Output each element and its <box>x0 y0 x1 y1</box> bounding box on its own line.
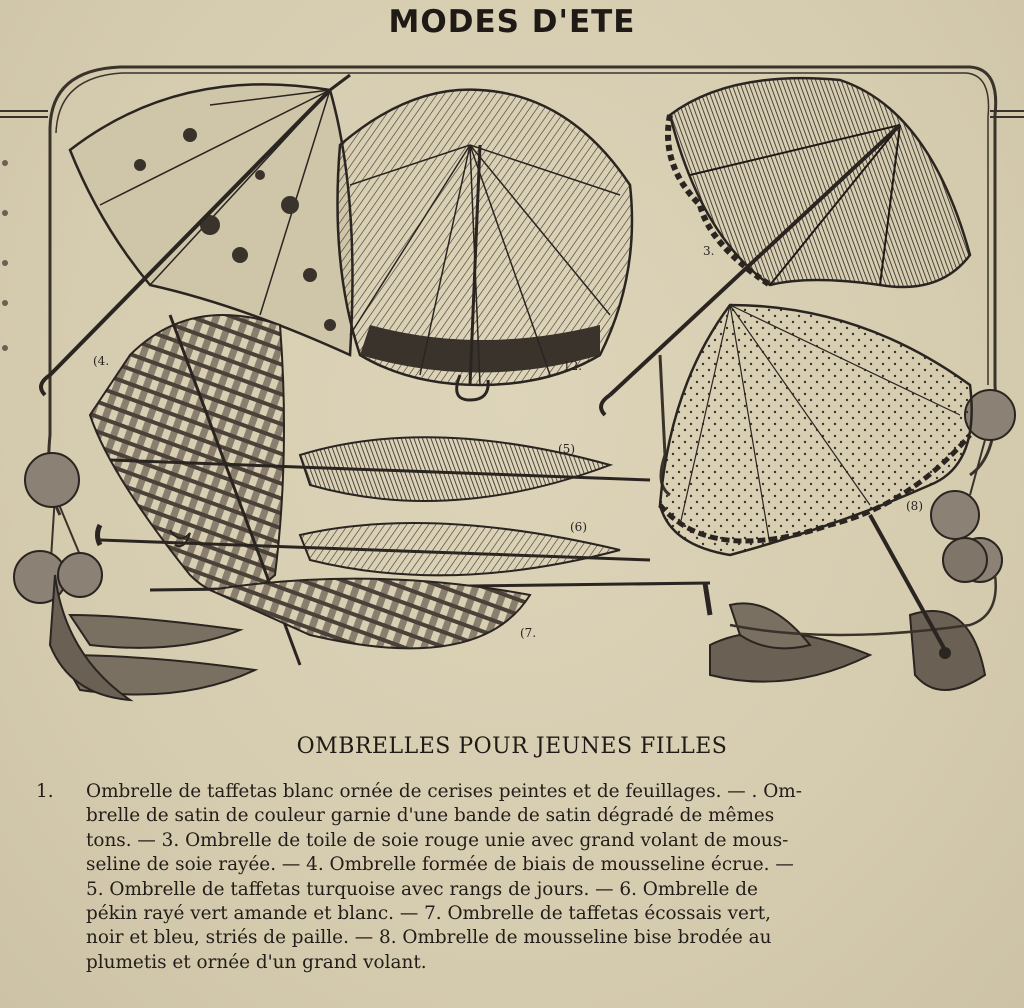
caption-line: brelle de satin de couleur garnie d'une bande de satin dégradé de mêmes <box>86 805 775 827</box>
margin-marks <box>2 150 10 370</box>
label-4: (4. <box>93 354 110 368</box>
parasol-illustration <box>10 55 1020 720</box>
caption-text <box>36 780 996 975</box>
caption-title: OMBRELLES POUR JEUNES FILLES <box>296 734 728 759</box>
parasol-7 <box>150 579 710 649</box>
parasol-2 <box>338 90 633 400</box>
caption-line: seline de soie rayée. — 4. Ombrelle formée de biais de mousseline écrue. — <box>86 854 794 876</box>
caption-number: 1. <box>36 781 54 802</box>
leaf-left-1 <box>70 615 240 648</box>
caption-line: tons. — 3. Ombrelle de toile de soie rouge unie avec grand volant de mous- <box>86 829 789 851</box>
label-8: (8) <box>906 499 923 513</box>
label-3: 3. <box>703 244 715 258</box>
caption-line: Ombrelle de taffetas blanc ornée de cerises peintes et de feuillages. — . Om- <box>86 781 802 802</box>
label-6: (6) <box>570 520 587 534</box>
page-title: MODES D'ETE <box>388 4 636 40</box>
caption-line: noir et bleu, striés de paille. — 8. Ombrelle de mousseline bise brodée au <box>86 927 772 949</box>
caption-line: 5. Ombrelle de taffetas turquoise avec rangs de jours. — 6. Ombrelle de <box>86 878 758 900</box>
caption-line: pékin rayé vert amande et blanc. — 7. Ombrelle de taffetas écossais vert, <box>86 903 771 925</box>
label-5: (5) <box>558 442 575 456</box>
label-2: 12. <box>563 359 583 373</box>
cherries-left <box>14 453 102 603</box>
caption-line: plumetis et ornée d'un grand volant. <box>86 951 427 973</box>
label-7: (7. <box>520 626 537 640</box>
